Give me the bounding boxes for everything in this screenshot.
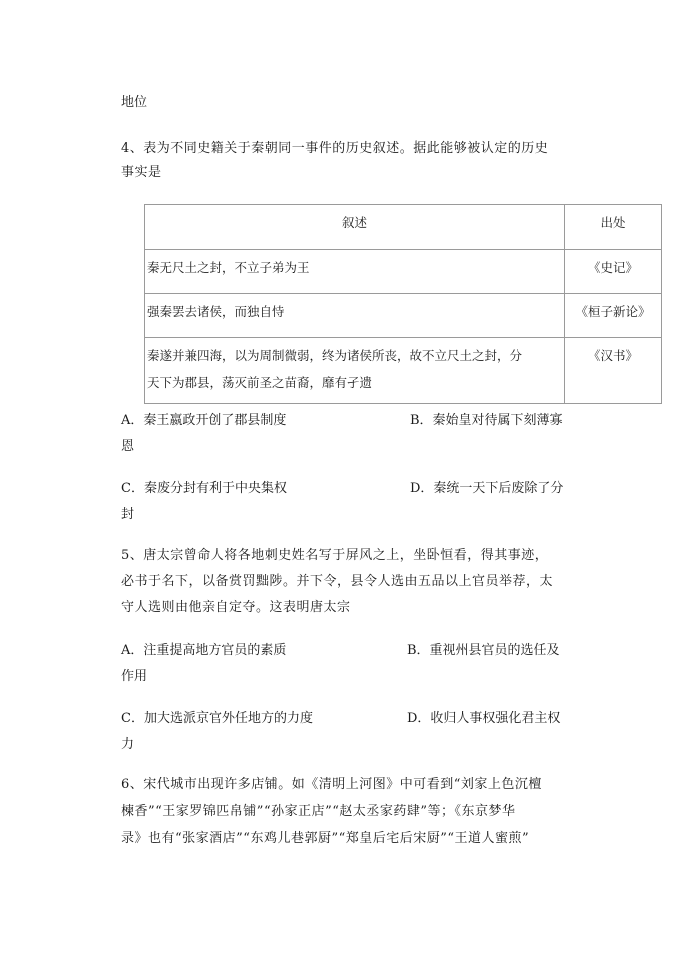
table-cell-source: 《史记》: [565, 250, 662, 294]
q6-stem-line1: 6、宋代城市出现许多店铺。如《清明上河图》中可看到“刘家上色沉檀: [121, 777, 542, 792]
q6-stem-line2: 楝香”“王家罗锦匹帛铺”“孙家正店”“赵太丞家药肆”等；《东京梦华: [121, 804, 516, 819]
table-cell-source: 《桓子新论》: [565, 294, 662, 338]
table-header-row: [145, 205, 662, 250]
q5-option-b: B．重视州县官员的选任及: [407, 643, 560, 658]
q4-option-d-continued: 封: [121, 507, 135, 522]
q4-option-b-continued: 恩: [121, 439, 135, 454]
table-cell-text-line1: 秦遂并兼四海，以为周制微弱，终为诸侯所丧，故不立尺土之封，分: [147, 348, 523, 363]
table-header-narration: 叙述: [145, 205, 565, 250]
table-row: [145, 294, 662, 338]
q5-stem-line2: 必书于名下，以备赏罚黜陟。并下令，县令人选由五品以上官员举荐，太: [121, 574, 554, 589]
table-header-source: 出处: [565, 205, 662, 250]
q5-stem-line3: 守人选则由他亲自定夺。这表明唐太宗: [121, 600, 351, 615]
table-cell-text: 强秦罢去诸侯，而独自恃: [145, 294, 565, 338]
q4-option-c: C．秦废分封有利于中央集权: [121, 481, 287, 496]
q6-stem-line3: 录》也有“张家酒店”“东鸡儿巷郭厨”“郑皇后宅后宋厨”“王道人蜜煎”: [121, 831, 530, 846]
table-cell-text: [145, 338, 565, 404]
table-cell-text: 秦无尺土之封，不立子弟为王: [145, 250, 565, 294]
top-fragment: 地位: [121, 95, 148, 110]
table-cell-text-line2: 天下为郡县，荡灭前圣之苗裔，靡有孑遗: [147, 375, 373, 390]
q5-option-d: D．收归人事权强化君主权: [407, 711, 561, 726]
q4-option-b: B．秦始皇对待属下刻薄寡: [410, 413, 563, 428]
q5-option-a: A．注重提高地方官员的素质: [121, 643, 287, 658]
q4-option-a: A．秦王嬴政开创了郡县制度: [121, 413, 287, 428]
q4-option-d: D．秦统一天下后废除了分: [410, 481, 564, 496]
q5-stem-line1: 5、唐太宗曾命人将各地刺史姓名写于屏风之上，坐卧恒看，得其事迹，: [121, 548, 549, 563]
q5-option-c: C．加大选派京官外任地方的力度: [121, 711, 313, 726]
q4-stem-line1: 4、表为不同史籍关于秦朝同一事件的历史叙述。据此能够被认定的历史: [121, 141, 549, 156]
q5-option-b-continued: 作用: [121, 669, 148, 684]
q4-source-table: [144, 204, 662, 404]
table-cell-source: 《汉书》: [565, 338, 662, 404]
q4-stem-line2: 事实是: [121, 165, 162, 180]
q5-option-d-continued: 力: [121, 737, 135, 752]
table-row: [145, 338, 662, 404]
table-row: [145, 250, 662, 294]
